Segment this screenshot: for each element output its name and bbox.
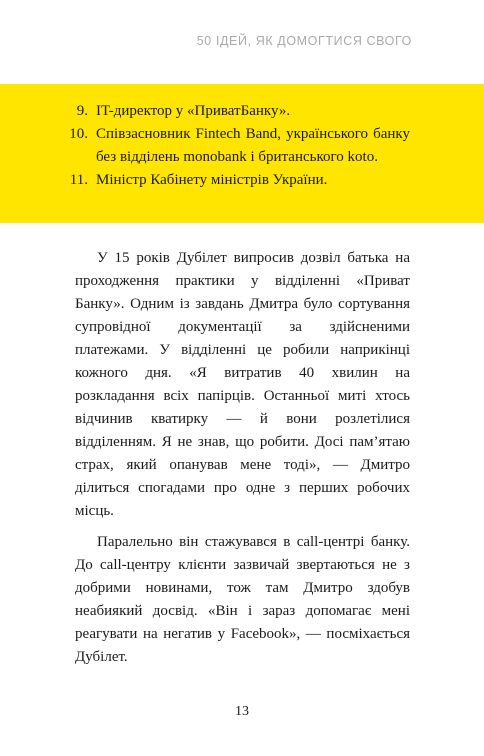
footnote-text: IT-директор у «ПриватБанку». <box>96 103 291 119</box>
footnote-number: 11. <box>69 172 88 188</box>
footnote-item <box>58 169 410 192</box>
body-paragraph: Паралельно він стажувався в call-центрі банку. До call-центру клієнти зазвичай звертаються не з добрими новинами, тож там Дмитро здобув неабиякий досвід. «Він і зараз допомагає мені реагувати на негатив у Facebook», — посміхається Дубілет. <box>75 534 410 665</box>
footnote-item <box>58 100 410 123</box>
footnote-text: Співзасновник Fintech Band, українського банку без відділень monobank і британського koto. <box>96 126 410 165</box>
footnote-number: 10. <box>69 126 88 142</box>
running-header: 50 ІДЕЙ, ЯК ДОМОГТИСЯ СВОГО <box>196 34 412 48</box>
page-number: 13 <box>235 704 249 719</box>
main-text <box>75 247 410 677</box>
footnote-text: Міністр Кабінету міністрів України. <box>96 172 328 188</box>
footnote-list <box>58 100 410 192</box>
footnote-number: 9. <box>76 103 88 119</box>
footnote-item <box>58 123 410 169</box>
body-paragraph: У 15 років Дубілет випросив дозвіл батька на проходження практики у відділенні «Приват Банку». Одним із завдань Дмитра було сортування супровідної документації за здійсненими платежами. У відділенні це робили наприкінці кожного дня. «Я витратив 40 хвилин на розкладання всіх папірців. Останньої миті хтось відчинив кватирку — й вони розлетілися відділенням. Я не знав, що робити. Досі пам’ятаю страх, який опанував мене тоді», — Дмитро ділиться спогадами про одне з перших робочих місць. <box>75 250 410 519</box>
